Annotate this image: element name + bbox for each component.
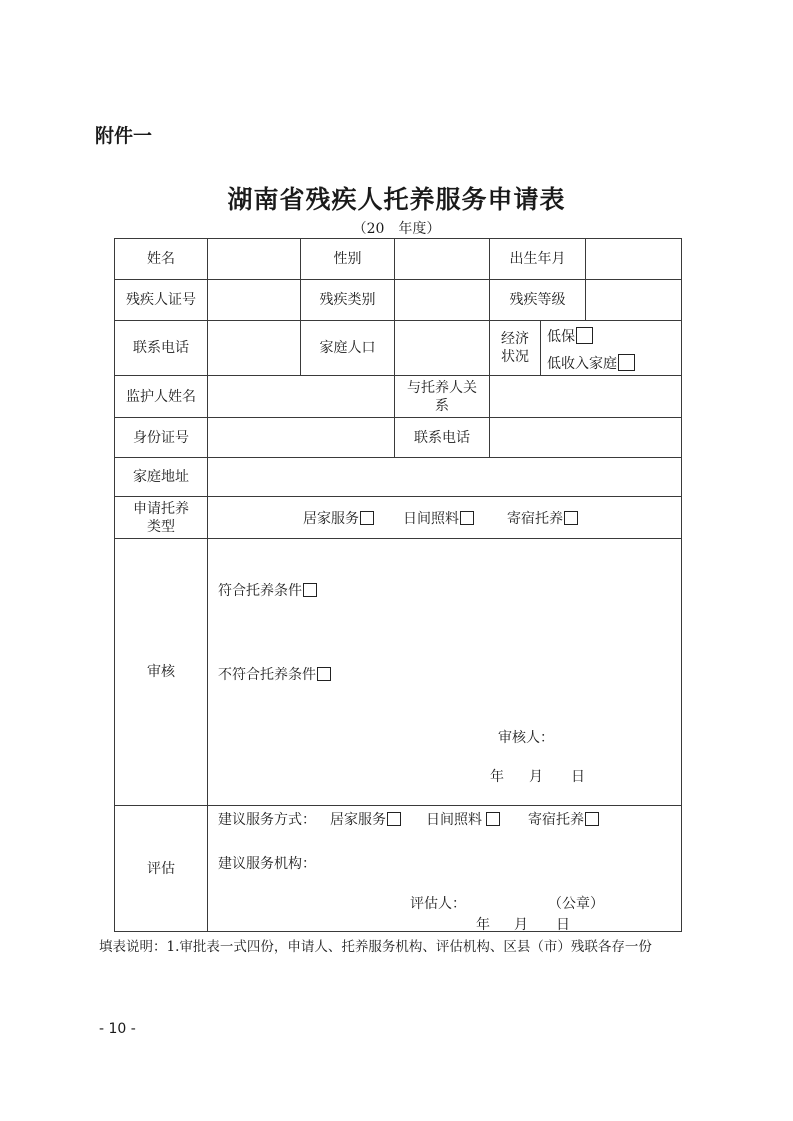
year-open: （20 bbox=[352, 221, 385, 237]
disability-level-label: 残疾等级 bbox=[509, 292, 566, 308]
eval-month: 月 bbox=[514, 917, 528, 933]
eval-year: 年 bbox=[476, 917, 490, 933]
address-value[interactable] bbox=[208, 458, 681, 496]
relation-line1: 与托养人关 bbox=[407, 379, 477, 396]
ineligible-option[interactable] bbox=[218, 664, 331, 684]
economic-label bbox=[490, 321, 540, 375]
evaluation-label: 评估 bbox=[147, 860, 175, 877]
eligible-option[interactable] bbox=[218, 580, 317, 600]
page-number: - 10 - bbox=[99, 1021, 136, 1037]
eligible-checkbox[interactable] bbox=[303, 583, 317, 597]
ineligible-text: 不符合托养条件 bbox=[218, 667, 316, 683]
review-label: 审核 bbox=[147, 664, 175, 680]
year-line bbox=[0, 218, 793, 238]
low-security-checkbox[interactable] bbox=[576, 327, 593, 344]
apply-home-option[interactable] bbox=[303, 508, 374, 528]
relation-value[interactable] bbox=[490, 376, 681, 417]
low-security-option[interactable] bbox=[547, 326, 593, 346]
apply-day-checkbox[interactable] bbox=[460, 511, 474, 525]
low-security-text: 低保 bbox=[547, 329, 575, 345]
birth-value[interactable] bbox=[586, 239, 681, 279]
gender-label: 性别 bbox=[333, 251, 362, 267]
apply-day-text: 日间照料 bbox=[403, 511, 459, 527]
ineligible-checkbox[interactable] bbox=[317, 667, 331, 681]
low-income-option[interactable] bbox=[547, 353, 635, 373]
instructions-note: 填表说明：1.审批表一式四份，申请人、托养服务机构、评估机构、区县（市）残联各存一份 bbox=[99, 939, 652, 955]
reviewer-label: 审核人： bbox=[498, 730, 554, 746]
eligible-text: 符合托养条件 bbox=[218, 583, 302, 599]
low-income-checkbox[interactable] bbox=[618, 354, 635, 371]
eval-home-text: 居家服务 bbox=[330, 812, 386, 828]
apply-boarding-option[interactable] bbox=[507, 508, 578, 528]
apply-type-line1: 申请托养 bbox=[133, 500, 189, 517]
review-month: 月 bbox=[529, 769, 543, 785]
guardian-phone-value[interactable] bbox=[490, 418, 681, 457]
form-title: 湖南省残疾人托养服务申请表 bbox=[227, 185, 566, 214]
apply-home-checkbox[interactable] bbox=[360, 511, 374, 525]
seal-label: （公章） bbox=[548, 896, 604, 912]
guardian-value[interactable] bbox=[208, 376, 394, 417]
eval-day: 日 bbox=[556, 917, 570, 933]
eval-home-checkbox[interactable] bbox=[387, 812, 401, 826]
birth-label: 出生年月 bbox=[509, 251, 566, 267]
guardian-label: 监护人姓名 bbox=[126, 388, 196, 405]
low-income-text: 低收入家庭 bbox=[547, 356, 617, 372]
name-value[interactable] bbox=[208, 239, 300, 279]
apply-day-option[interactable] bbox=[403, 508, 474, 528]
address-label: 家庭地址 bbox=[133, 469, 189, 485]
eval-home-option[interactable] bbox=[330, 809, 401, 829]
apply-boarding-checkbox[interactable] bbox=[564, 511, 578, 525]
method-label: 建议服务方式： bbox=[218, 812, 316, 828]
id-number-label: 身份证号 bbox=[133, 429, 189, 446]
disability-cert-label: 残疾人证号 bbox=[126, 292, 196, 308]
economic-line1: 经济 bbox=[501, 331, 529, 347]
disability-type-value[interactable] bbox=[395, 280, 489, 320]
review-year: 年 bbox=[490, 769, 504, 785]
gender-value[interactable] bbox=[395, 239, 489, 279]
eval-day-text: 日间照料 bbox=[426, 812, 482, 828]
household-value[interactable] bbox=[395, 321, 489, 375]
apply-home-text: 居家服务 bbox=[303, 511, 359, 527]
relation-line2: 系 bbox=[435, 397, 449, 414]
phone-label: 联系电话 bbox=[133, 340, 189, 356]
eval-boarding-checkbox[interactable] bbox=[585, 812, 599, 826]
attachment-label: 附件一 bbox=[95, 125, 153, 147]
eval-day-option[interactable] bbox=[426, 809, 500, 829]
relation-label bbox=[395, 376, 489, 417]
eval-boarding-text: 寄宿托养 bbox=[528, 812, 584, 828]
name-label: 姓名 bbox=[147, 251, 175, 267]
phone-value[interactable] bbox=[208, 321, 300, 375]
disability-type-label: 残疾类别 bbox=[319, 292, 376, 308]
institution-label: 建议服务机构： bbox=[218, 856, 316, 872]
evaluator-label: 评估人： bbox=[410, 896, 466, 912]
apply-type-label bbox=[115, 497, 207, 538]
id-number-value[interactable] bbox=[208, 418, 394, 457]
year-label: 年度） bbox=[398, 221, 441, 237]
apply-boarding-text: 寄宿托养 bbox=[507, 511, 563, 527]
disability-cert-value[interactable] bbox=[208, 280, 300, 320]
disability-level-value[interactable] bbox=[586, 280, 681, 320]
review-day: 日 bbox=[571, 769, 585, 785]
eval-day-checkbox[interactable] bbox=[486, 812, 500, 826]
economic-line2: 状况 bbox=[501, 349, 529, 365]
apply-type-line2: 类型 bbox=[147, 518, 175, 535]
guardian-phone-label: 联系电话 bbox=[414, 429, 470, 446]
household-label: 家庭人口 bbox=[319, 340, 376, 356]
eval-boarding-option[interactable] bbox=[528, 809, 599, 829]
